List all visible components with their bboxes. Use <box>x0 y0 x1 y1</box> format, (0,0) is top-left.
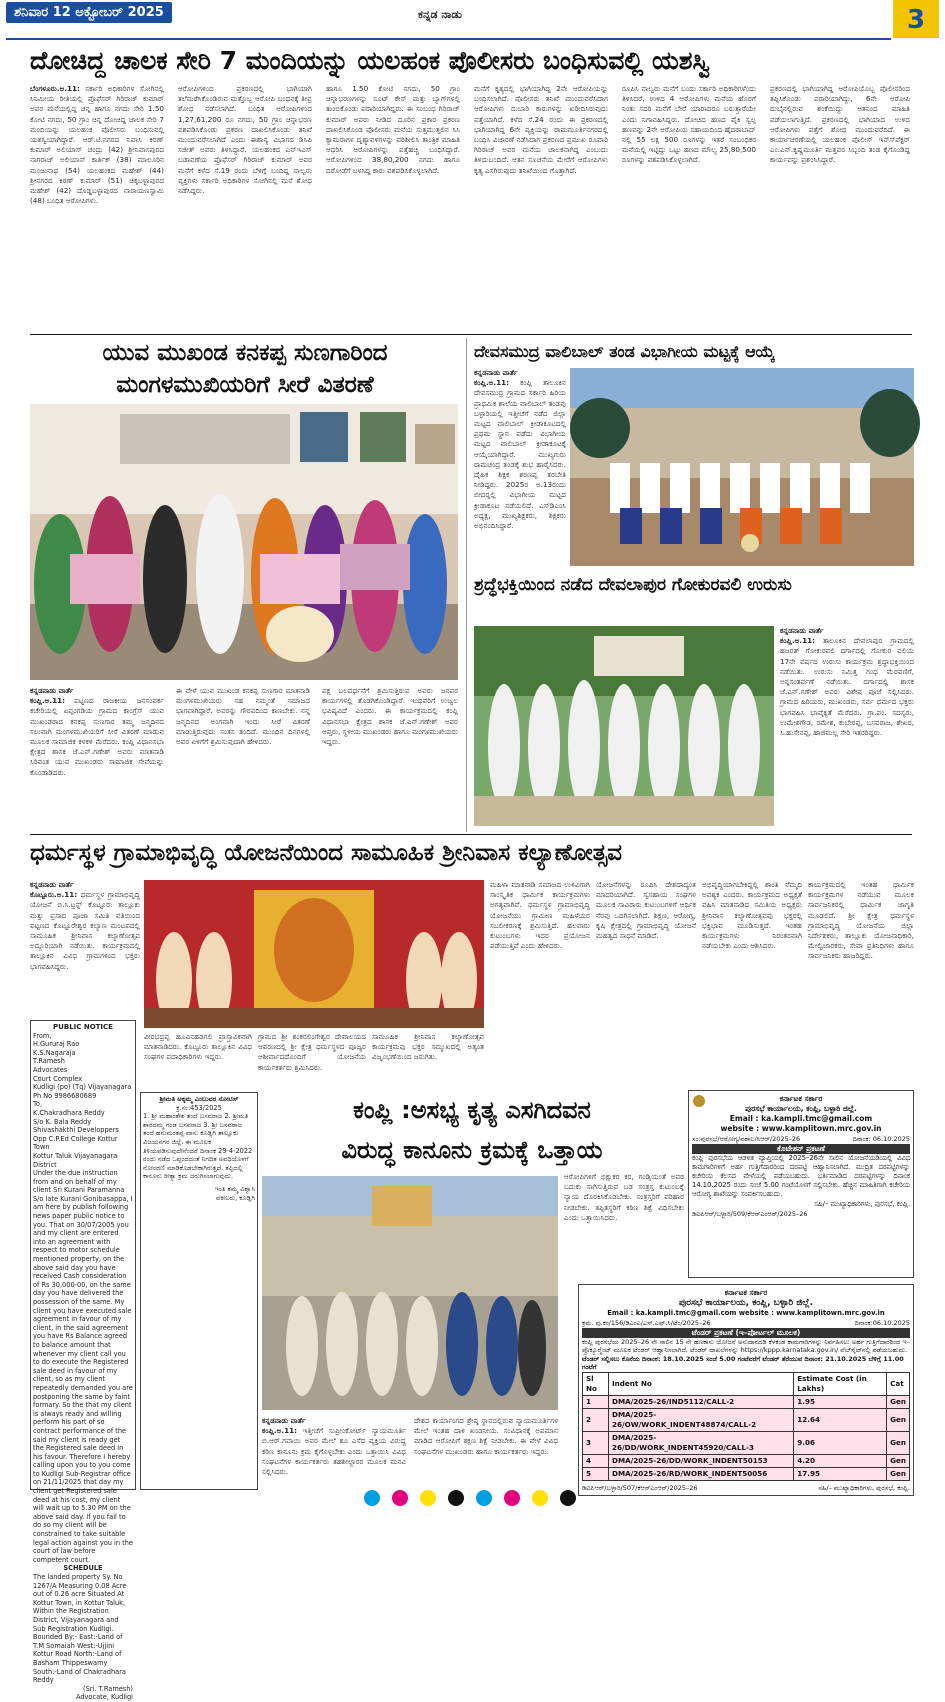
govt-title: ಕರ್ನಾಟಕ ಸರ್ಕಾರ <box>779 1094 823 1103</box>
govt-seal <box>693 1095 705 1107</box>
public-notice-signature-sub: Advocate, Kudligi <box>75 1693 133 1702</box>
date-line: ಶನಿವಾರ 12 ಅಕ್ಟೋಬರ್ 2025 <box>6 2 172 23</box>
story5-col4: ಅಭಿವೃದ್ಧಿಯಾಗಬೇಕಿದ್ದಲ್ಲಿ ಶಾಂತಿ ನೆಮ್ಮದಿ ಅವಶ್ಯಕ ಎಂದರು. ಕಾರ್ಯಕ್ರಮದ ಅಧ್ಯಕ್ಷತೆ ವಹಿಸಿ ಮಾತನಾಡಿದ ಸಮಿತಿಯ ಅಧ್ಯಕ್ಷರು ಶ್ರೀನಿವಾಸ ಕಲ್ಯಾಣೋತ್ಸವವು ಭಕ್ತರಲ್ಲಿ ಭಕ್ತಿಭಾವ ಮೂಡಿಸುತ್ತದೆ. ಇಂತಹ ಕಾರ್ಯಕ್ರಮಗಳು ನಿರಂತರವಾಗಿ ನಡೆಯಬೇಕು ಎಂದು ಆಶಿಸಿದರು. <box>702 880 802 951</box>
table-row: 5 DMA/2025-26/RD/WORK_INDENT50056 17.95 Gen <box>583 1467 910 1480</box>
story1-col6: ಪ್ರಕರಣದಲ್ಲಿ ಭಾಗಿಯಾಗಿದ್ದ ಆರೋಪಿಯೊಬ್ಬ ಪೊಲೀಸರಿಂದ ತಪ್ಪಿಸಿಕೊಂಡು ಪರಾರಿಯಾಗಿದ್ದು, 6ನೇ ಆರೋಪಿ ದುಬೈನಲ್ಲಿರುವ ಶಂಕೆಯಿದ್ದು ಆತನಿಂದ ಮಾಹಿತಿ ಪಡೆಯಲಾಗುತ್ತಿದೆ. ಪ್ರಕರಣದಲ್ಲಿ ಭಾಗಿಯಾದ ಉಳಿದ ಆರೋಪಿಗಳು ಪತ್ತೆಗೆ ಶೋಧ ಮುಂದುವರೆದಿದೆ. ಈ ಕಾರ್ಯಾಚರಣೆಯಲ್ಲಿ ಯಲಹಂಕ ಪೊಲೀಸ್ ಇನ್ಸ್‍ಪೆಕ್ಟರ್ ಎಂ.ಎನ್.ಕೃಷ್ಣಮೂರ್ತಿ ಮತ್ತವರ ಸಿಬ್ಬಂದಿ ತಂಡ ಕೈಗೊಂಡಿದ್ದ ಕಾರ್ಯವನ್ನು ಪ್ರಶಂಸಿಸಿದ್ದಾರೆ. <box>770 84 910 165</box>
black-mark <box>448 1490 464 1506</box>
story3-dateline: ಕಂಪ್ಲಿ.ಅ.11: <box>474 378 509 388</box>
tender-body: ಕಂಪ್ಲಿ ಪುರಸಭೆಯ 2025–26 ನೇ ಸಾಲಿನ 15 ನೇ ಹಣಕಾಸು ಯೋಜನೆ ಅನುದಾನದಡಿ ಕೆಳಕಂಡ ಕಾಮಗಾರಿಗಳನ್ನು ನಿರ್ವಹಿಸಲು ಅರ್ಹ ಗುತ್ತಿಗೆದಾರರಿಂದ ಇ–ಪ್ರೊಕ್ಯೂರ್‍ಮೆಂಟ್ ಮೂಲಕ ಟೆಂಡರ್ ಆಹ್ವಾನಿಸಲಾಗಿದೆ. ಟೆಂಡರ್ ದಾಖಲೆಗಳನ್ನು https://kppp.karnataka.gov.in/ ವೆಬ್‍ಸೈಟ್‍ನಲ್ಲಿ ಪಡೆಯಬಹುದು. <box>582 1338 910 1355</box>
tender-contact: Email : ka.kampli.tmc@gmail.com website : www.kamplitown.mrc.gov.in <box>607 1309 885 1317</box>
story1-dateline: ಬೆಂಗಳೂರು.ಅ.11: <box>30 84 80 93</box>
public-notice-signature: (Sri. T.Ramesh) <box>83 1684 133 1693</box>
story2-photo <box>30 404 458 680</box>
story2-col1: ಕನ್ನಡನಾಡು ವಾರ್ತೆ ಕಂಪ್ಲಿ.ಅ.11: ಪಟ್ಟಣದ ರಾಜಕೀಯ ಜನಸಂಪರ್ಕ ಕಚೇರಿಯಲ್ಲಿ ಏಪ್ಪಂಗಡಿಯ ಗ್ರಾಮದ ಕಾಂಗ್ರೆಸ್ ಯುವ ಮುಖಂಡರಾದ ಕನಕಪ್ಪ ಸುಣಗಾರ ತಮ್ಮ ಜನ್ಮದಿನದ ಸಲುವಾಗಿ ಮಂಗಳಮುಖಿಯರಿಗೆ ಸೀರೆ ವಿತರಣೆ ಮಾಡುವ ಮೂಲಕ ಸಾಮಾಜಿಕ ಕಳಕಳಿ ಮೆರೆದರು. ಕಂಪ್ಲಿ ವಿಧಾನಸಭಾ ಕ್ಷೇತ್ರದ ಶಾಸಕ ಜೆ.ಎನ್.ಗಣೇಶ್ ಅವರು ಮಾತನಾಡಿ ಸಿರಿವಂತ ಯುವ ಮುಖಂಡರು ಸಾಮಾಜಿಕ ಸೇವೆಯನ್ನು ಕೊಂಡಾಡಿದರು. <box>30 686 164 777</box>
tender-footer: ಡಿಐಪಿಆರ್/ಬಳ್ಳಾರಿ/507/ಕೆಆರ್‍ಎಂಆರ್/2025–26 ಸಹಿ/– ಮುಖ್ಯಾಧಿಕಾರಿಗಳು, ಪುರಸಭೆ, ಕಂಪ್ಲಿ. <box>582 1483 910 1492</box>
govt-office: ಪುರಸಭೆ ಕಾರ್ಯಾಲಯ, ಕಂಪ್ಲಿ, ಬಳ್ಳಾರಿ ಜಿಲ್ಲೆ. <box>745 1104 857 1113</box>
story5-photo <box>144 880 484 1028</box>
story6-headline-line1: ಕಂಪ್ಲಿ :ಅಸಭ್ಯ ಕೃತ್ಯ ಎಸಗಿದವನ <box>353 1096 591 1124</box>
tender-th-sl: Sl No <box>583 1372 609 1395</box>
govt-email: Email : ka.kampli.tmc@gmail.com <box>729 1114 873 1123</box>
govt-sign: ಸಹಿ/– ಮುಖ್ಯಾಧಿಕಾರಿಗಳು, ಪುರಸಭೆ, ಕಂಪ್ಲಿ. <box>814 1200 910 1208</box>
cyan-mark <box>364 1490 380 1506</box>
paper-name: ಕನ್ನಡ ನಾಡು <box>418 8 462 21</box>
story5-dateline: ಕೊಟ್ಟೂರು.ಅ.11: <box>30 890 78 900</box>
tender-table <box>582 1372 910 1481</box>
story1-col3: ಹಾಗೂ 1.50 ಕೋಟಿ ನಗದು, 50 ಗ್ರಾಂ ಚಿನ್ನಾಭರಣಗಳನ್ನು ಸೂಟ್ ಕೇಸ್ ಮತ್ತು ಬ್ಯಾಗ್‍ಗಳಲ್ಲಿ ತುಂಬಿಕೊಂಡು ಪರಾರಿಯಾಗಿದ್ದರು. ಈ ಸಂಬಂಧ ಗಿರಿರಾಜ್ ಕುಮಾರ್ ಅವರು ನೀಡಿದ ದೂರಿನ ಪ್ರಕಾರ ಪ್ರಕರಣ ದಾಖಲಿಸಿಕೊಂಡ ಪೊಲೀಸರು ಮನೆಯ ಸುತ್ತಮುತ್ತಲಿನ ಸಿಸಿ ಕ್ಯಾಮರಾಗಳ ದೃಶ್ಯಾವಳಿಗಳನ್ನು ಪರಿಶೀಲಿಸಿ ತಾಂತ್ರಿಕ ಮಾಹಿತಿ ಆಧರಿಸಿ ಆರೋಪಿಗಳನ್ನು ಪತ್ತೆಹಚ್ಚಿ ಬಂಧಿಸಿದ್ದಾರೆ. ಆರೋಪಿಗಳಿಂದ 38,80,200 ನಗದು ಹಾಗೂ ದರೋಡೆಗೆ ಬಳಸಿದ್ದ ಕಾರು ವಶಪಡಿಸಿಕೊಳ್ಳಲಾಗಿದೆ. <box>326 84 460 175</box>
story5-below-photo-col1: ವೀರಭದ್ರಪ್ಪ ಹೂವಿನಹಡಗಲಿ ಪ್ರಾಸ್ತಾವಿಕವಾಗಿ ಮಾತನಾಡಿದರು. ಕೊಟ್ಟೂರು ತಾಲ್ಲೂಕಿನ ವಿವಿಧ ಸಂಘಗಳ ಪದಾಧಿಕಾರಿಗಳು ಇದ್ದರು. <box>144 1032 252 1062</box>
cyan-mark <box>476 1490 492 1506</box>
black-mark <box>560 1490 576 1506</box>
public-notice-to: To, K.Chakradhara Reddy S/o K. Bala Reddy Shivashakthi Developpers Opp C.P.Ed College Kottur Town Kottur Taluk Vijayanagara District <box>33 1100 119 1169</box>
kannada-notice-title: ಶ್ರೀಮತಿ ಅಕ್ಕಮ್ಮ ಎಂಬುವರ ನೋಟಿಸ್ <box>159 1095 239 1103</box>
magenta-mark <box>504 1490 520 1506</box>
story5-col3: ಯೋಜನೆಗಳನ್ನು ರೂಪಿಸಿ ದೇಶದಾದ್ಯಂತ ಮಾದರಿಯಾಗಿದೆ. ಸ್ವಸಹಾಯ ಸಂಘಗಳ ಮೂಲಕ ಸಾವಿರಾರು ಕುಟುಂಬಗಳಿಗೆ ಆರ್ಥಿಕ ನೆರವು ಒದಗಿಸಲಾಗಿದೆ. ಶಿಕ್ಷಣ, ಆರೋಗ್ಯ, ಕೃಷಿ ಕ್ಷೇತ್ರದಲ್ಲಿ ಗ್ರಾಮಾಭಿವೃದ್ಧಿ ಯೋಜನೆ ಮಹತ್ವದ ಸಾಧನೆ ಮಾಡಿದೆ. <box>596 880 696 941</box>
tender-th-cat: Cat <box>887 1372 910 1395</box>
story4-byline: ಕನ್ನಡನಾಡು ವಾರ್ತೆ <box>780 626 824 635</box>
story3-headline: ದೇವಸಮುದ್ರ ವಾಲಿಬಾಲ್ ತಂಡ ವಿಭಾಗೀಯ ಮಟ್ಟಕ್ಕೆ ಆಯ್ಕೆ <box>474 342 775 361</box>
public-notice-from: From, H.Gururaj Rao K.S.Nagaraja T.Ramesh Advocates Court Complex Kudligi (po) (Tq) Vijayanagara Ph No 9986680689 <box>33 1031 132 1100</box>
table-row: 2 DMA/2025-26/OW/WORK_INDENT48874/CALL-2 12.64 Gen <box>583 1408 910 1431</box>
story2-col2: ಈ ವೇಳೆ ಯುವ ಮುಖಂಡ ಕನಕಪ್ಪ ಸುಣಗಾರ ಮಾತನಾಡಿ ಮಂಗಳಮುಖಿಯರು ಸಹ ನಮ್ಮಂತೆ ಸಮಾಜದ ಭಾಗವಾಗಿದ್ದಾರೆ. ಅವರನ್ನು ಗೌರವದಿಂದ ಕಾಣಬೇಕು. ನನ್ನ ಜನ್ಮದಿನದ ಅಂಗವಾಗಿ ಇಂದು ಸೀರೆ ವಿತರಣೆ ಮಾಡುತ್ತಿರುವುದು ಸಂತಸ ತಂದಿದೆ. ಮುಂದಿನ ದಿನಗಳಲ್ಲಿ ಅವರ ಏಳಿಗೆಗೆ ಶ್ರಮಿಸುವುದಾಗಿ ಹೇಳಿದರು. <box>176 686 310 747</box>
kannada-notice-body: 1. ಶ್ರೀ ಮಹಾಂತೇಶ ತಂದೆ ಬಸವರಾಜ 2. ಶ್ರೀಮತಿ ಶಾರದಮ್ಮ ಗಂಡ ಬಸವರಾಜ 3. ಶ್ರೀ ಬಸವರಾಜ ತಂದೆ ಹನುಮಂತಪ್ಪ ವಾಸ: ಕೂಡ್ಲಿಗಿ ತಾಲ್ಲೂಕು ವಿಜಯನಗರ ಜಿಲ್ಲೆ. ಈ ಮೂಲಕ ತಿಳಿಯಪಡಿಸುವುದೇನೆಂದರೆ ದಿನಾಂಕ 29-4-2022 ರಂದು ನಡೆದ ಒಪ್ಪಂದದಂತೆ ನಿಗದಿತ ಅವಧಿಯೊಳಗೆ ನೋಂದಣಿ ಮಾಡಿಕೊಡಬೇಕಾಗಿರುತ್ತದೆ. ತಪ್ಪಿದಲ್ಲಿ ಕಾನೂನು ರೀತ್ಯಾ ಕ್ರಮ ಜರುಗಿಸಲಾಗುವುದು. <box>143 1112 253 1181</box>
page-header <box>0 0 945 40</box>
kannada-legal-notice <box>140 1092 258 1490</box>
tender-ref-row: ಕ್ರಮ. ಪು.ಕಂ/156/ಡಿಎಂಎ/ಎಸ್.ಎಫ್.ಸಿ/ಟೆಂ/2025–26 ದಿನಾಂಕ:06.10.2025 <box>582 1319 910 1327</box>
kannada-notice-signature: ಇಂತಿ ತಮ್ಮ ವಿಶ್ವಾಸಿ <box>214 1184 255 1193</box>
tender-th-indent: Indent No <box>609 1372 794 1395</box>
govt-body: ಕಂಪ್ಲಿ ಪುರಸಭೆಯ ಆಡಳಿತ ವ್ಯಾಪ್ತಿಯಲ್ಲಿ 2025–26ನೇ ಸಾಲಿನ ಯೋಜನೆಯಡಿಯಲ್ಲಿ ವಿವಿಧ ಕಾಮಗಾರಿಗಳಿಗೆ ಅರ್ಹ ಗುತ್ತಿಗೆದಾರರಿಂದ ದರಪಟ್ಟಿ ಆಹ್ವಾನಿಸಲಾಗಿದೆ. ಮುದ್ರಿತ ದರಪಟ್ಟಿಗಳನ್ನು ಕಚೇರಿಯ ಕೆಲಸದ ವೇಳೆಯಲ್ಲಿ ಪಡೆಯಬಹುದು. ಭರ್ತಿಮಾಡಿದ ದರಪಟ್ಟಿಗಳನ್ನು ದಿನಾಂಕ 14.10.2025 ರಂದು ಸಂಜೆ 5.00 ಗಂಟೆಯೊಳಗೆ ಸಲ್ಲಿಸಬೇಕು. ಹೆಚ್ಚಿನ ಮಾಹಿತಿಗಾಗಿ ಕಚೇರಿಯ ಆರೋಗ್ಯ ಶಾಖೆಯನ್ನು ಸಂಪರ್ಕಿಸಬಹುದು. <box>692 1154 910 1198</box>
divider <box>30 334 912 335</box>
kannada-notice-ref: ಕ್ರ.ಸಂ:453/2025 <box>176 1103 222 1112</box>
govt-website: website : www.kamplitown.mrc.gov.in <box>720 1124 882 1133</box>
story6-photo <box>262 1176 558 1410</box>
story2-headline-line1: ಯುವ ಮುಖಂಡ ಕನಕಪ್ಪ ಸುಣಗಾರಿಂದ <box>102 340 388 366</box>
govt-ref-row: ಸಂ:ಪುರಸಭೆ/ಆರೋಗ್ಯ/ವಶಾಲ/ಸಿಆರ್/2025–26 ದಿನಾಂಕ: 06.10.2025 <box>692 1135 910 1143</box>
story1-col2: ಆರೋಪಿಗಳಿಂದ ಪ್ರಕರಣದಲ್ಲಿ ಭಾಗಿಯಾಗಿ ತಲೆಮರೆಸಿಕೊಂಡಿರುವ ಮತ್ತೊಬ್ಬ ಆರೋಪಿ ಬಂಧನಕ್ಕೆ ತೀವ್ರ ಶೋಧ ನಡೆಸಲಾಗಿದೆ. ಬಂಧಿತ ಆರೋಪಿಗಳಿಂದ 1,27,61,200 ರೂ ನಗದು, 50 ಗ್ರಾಂ ಚಿನ್ನಾಭರಣ ವಶಪಡಿಸಿಕೊಂಡು ಪ್ರಕರಣ ದಾಖಲಿಸಿಕೊಂಡು ತನಿಖೆ ಮುಂದುವರೆಸಲಾಗಿದೆ ಎಂದು ಈಶಾನ್ಯ ವಿಭಾಗದ ಡಿಸಿಪಿ ಸಜೀತ್ ಅವರು ತಿಳಿಸಿದ್ದಾರೆ. ಯಲಹಂಕದ ಎನ್‍ಇಎಸ್ ಬಡಾವಣೆಯ ಪ್ರೊಫೆಸರ್ ಗಿರಿರಾಜ್ ಕುಮಾರ್ ಅವರ ಮನೆಗೆ ಕಳೆದ ಸೆ.19 ರಂದು ಬೆಳಿಗ್ಗೆ ಬಂದಿದ್ದ ನಾಲ್ವರು ವ್ಯಕ್ತಿಗಳು ಸರ್ಕಾರಿ ಅಧಿಕಾರಿಗಳ ಸೋಗಿನಲ್ಲಿ ಮನೆ ಶೋಧ ನಡೆಸಿದ್ದರು. <box>178 84 312 196</box>
page-number: 3 <box>893 0 939 38</box>
story6-intro: ಆರೋಪಿಗಳಿಗೆ ಭಿಕ್ಷುಕರ ಕರ, ಗಂಡ್ಸಿಯಂತೆ ಅವರ ಬದುಕು ಸಾಗಿಸುತ್ತಿರುವ ಬಡ ಸಂತ್ರಸ್ತ ಕುಟುಂಬಕ್ಕೆ ನ್ಯಾಯ ದೊರಕಿಸಿಕೊಡಬೇಕು. ಸಂತ್ರಸ್ತರಿಗೆ ಪರಿಹಾರ ನೀಡಬೇಕು. ತಪ್ಪಿತಸ್ಥರಿಗೆ ಕಠಿಣ ಶಿಕ್ಷೆ ವಿಧಿಸಬೇಕು ಎಂದು ಒತ್ತಾಯಿಸಿದರು. <box>564 1172 684 1222</box>
yellow-mark <box>532 1490 548 1506</box>
story6-headline-line2: ವಿರುದ್ಧ ಕಾನೂನು ಕ್ರಮಕ್ಕೆ ಒತ್ತಾಯ <box>341 1136 603 1164</box>
tender-office: ಪುರಸಭೆ ಕಾರ್ಯಾಲಯ, ಕಂಪ್ಲಿ, ಬಳ್ಳಾರಿ ಜಿಲ್ಲೆ. <box>678 1298 813 1308</box>
story4-text: ಕನ್ನಡನಾಡು ವಾರ್ತೆ ಕಂಪ್ಲಿ.ಅ.11: ತಾಲೂಕಿನ ದೇವಲಾಪುರ ಗ್ರಾಮದಲ್ಲಿ ಹಜರತ್ ಗೋಕುರವಲಿ ದರ್ಗಾದಲ್ಲಿ ಗೋಕುರ ವಲಿಯ 17ನೇ ವರ್ಷದ ಉರುಸು ಕಾರ್ಯಕ್ರಮ ಶ್ರದ್ಧಾಭಕ್ತಿಯಿಂದ ನಡೆಯಿತು. ಉರುಸು ನಿಮಿತ್ತ ಗಂಧ ಮೆರವಣಿಗೆ, ಅನ್ನಸಂತರ್ಪಣೆ ನಡೆಯಿತು. ದರ್ಗಾದಲ್ಲಿ ಶಾಸಕ ಜೆ.ಎನ್.ಗಣೇಶ್ ಅವರು ವಿಶೇಷ ಪೂಜೆ ಸಲ್ಲಿಸಿದರು. ಗ್ರಾಮದ ಹಿರಿಯರು, ಮುಖಂಡರು, ಸರ್ವ ಧರ್ಮದ ಭಕ್ತರು ಭಾಗವಹಿಸಿ ಭಾವೈಕ್ಯತೆ ಮೆರೆದರು. ಗ್ರಾ.ಪಂ. ಸದಸ್ಯರು, ಉಮೇಶಗೌಡ, ರಮೇಶ, ಕುಬೇರಪ್ಪ, ಬಸವರಾಜ, ಶೇಖರ, ಸಿ.ಹುಸೇನಪ್ಪ, ಹಾಜಿಮಲ್ಲ ಸೇರಿ ಇತರರಿದ್ದರು. <box>780 626 914 738</box>
magenta-mark <box>392 1490 408 1506</box>
story5-byline: ಕನ್ನಡನಾಡು ವಾರ್ತೆ <box>30 880 74 889</box>
story2-col3: ಪಕ್ಷ ಬಲವರ್ಧನೆಗೆ ಶ್ರಮಿಸುತ್ತಿರುವ ಅವರು ಜನಪರ ಕಾರ್ಯಗಳಲ್ಲಿ ತೊಡಗಿಕೊಂಡಿದ್ದಾರೆ. ಇಂಥವರಿಗೆ ಉಜ್ವಲ ಭವಿಷ್ಯವಿದೆ ಎಂದರು. ಈ ಕಾರ್ಯಕ್ರಮದಲ್ಲಿ ಕಂಪ್ಲಿ ವಿಧಾನಸಭಾ ಕ್ಷೇತ್ರದ ಶಾಸಕ ಜೆ.ಎನ್.ಗಣೇಶ್ ಅವರ ಆಪ್ತರು, ಸ್ಥಳೀಯ ಮುಖಂಡರು ಹಾಗೂ ಮಂಗಳಮುಖಿಯರು ಇದ್ದರು. <box>322 686 458 747</box>
story1-col1: ಬೆಂಗಳೂರು.ಅ.11: ಸರ್ಕಾರಿ ಅಧಿಕಾರಿಗಳ ಸೋಗಿನಲ್ಲಿ ಸಿನಿಮೀಯ ರೀತಿಯಲ್ಲಿ ಪ್ರೊಫೆಸರ್ ಗಿರಿರಾಜ್ ಕುಮಾರ್ ಅವರ ಮನೆಯಲ್ಲಿದ್ದ ಚಿನ್ನ ಹಾಗೂ ನಗದು ಸೇರಿ 1.50 ಕೋಟಿ ನಗದು, 50 ಗ್ರಾಂ ಚಿನ್ನ ದೋಚಿದ್ದ ಚಾಲಕ ಸೇರಿ 7 ಮಂದಿಯನ್ನು ಯಲಹಂಕ ಪೊಲೀಸರು ಬಂಧಿಸುವಲ್ಲಿ ಯಶಸ್ವಿಯಾಗಿದ್ದಾರೆ. ಆರ್.ಟಿ.ನಗರದ ನಿವಾಸಿ ಕಿರಣ್ ಕುಮಾರ್ ಅಲಿಯಾಸ್ ಚಂದ್ರು (42) ಶ್ರೀನಿವಾಸಪುರದ ನಾಗರಾಜ್ ಅಲಿಯಾಸ್ ಕಾರ್ತಿಕ್ (38) ಮಾಲೂರಿನ ಮಂಜುನಾಥ (54) ಯಲಹಂಕದ ಮಹೇಶ್ (44) ಶ್ರೀನಗರದ ಕಿರಣ್ ಕುಮಾರ್ (51) ಚಿಕ್ಕಬಳ್ಳಾಪುರದ ಮಹೇಶ್ (42) ದೊಡ್ಡಬಳ್ಳಾಪುರದ ನಾರಾಯಣಸ್ವಾಮಿ (48) ಬಂಧಿತ ಆರೋಪಿಗಳು. <box>30 84 164 206</box>
registration-marks <box>290 1490 650 1506</box>
divider <box>30 834 912 835</box>
public-notice-schedule-title: SCHEDULE <box>63 1564 103 1573</box>
story4-dateline: ಕಂಪ್ಲಿ.ಅ.11: <box>780 636 815 646</box>
kannada-notice-signature-sub: ವಕೀಲರು, ಕೂಡ್ಲಿಗಿ <box>216 1193 255 1202</box>
story5-headline: ಧರ್ಮಸ್ಥಳ ಗ್ರಾಮಾಭಿವೃದ್ಧಿ ಯೋಜನೆಯಿಂದ ಸಾಮೂಹಿಕ ಶ್ರೀನಿವಾಸ ಕಲ್ಯಾಣೋತ್ಸವ <box>30 840 622 866</box>
yellow-mark <box>420 1490 436 1506</box>
story6-dateline: ಕಂಪ್ಲಿ.ಅ.11: <box>262 1426 297 1436</box>
story5-below-photo-col3: ಸಾಮೂಹಿಕ ಶ್ರೀನಿವಾಸ ಕಲ್ಯಾಣೋತ್ಸವ ಕಾರ್ಯಕ್ರಮವು ಭಕ್ತರ ಸಮ್ಮುಖದಲ್ಲಿ ಅತ್ಯಂತ ವಿಜೃಂಭಣೆಯಿಂದ ಜರುಗಿತು. <box>372 1032 484 1062</box>
govt-banner: ಕೊಟೇಶನ್ ಪ್ರಕಟಣೆ <box>692 1144 910 1154</box>
public-notice-schedule: The landed property Sy. No 1267/A Measuring 0.08 Acre out of 0.26 acre Situated At Kottur Town, in Kottur Taluk, Within the Registration District, Vijayanagara and Sub Registration Kudligi. Bounded By:- East:-Land of T.M Somaiah West:-Ujjini Kottur Road North:-Land of Basham Thippeswamy South:-Land of Chakradhara Reddy <box>33 1573 127 1685</box>
story3-byline: ಕನ್ನಡನಾಡು ವಾರ್ತೆ <box>474 368 518 377</box>
public-notice-title: PUBLIC NOTICE <box>53 1023 113 1031</box>
tender-dates: ಟೆಂಡರ್ ಸಲ್ಲಿಸಲು ಕೊನೆಯ ದಿನಾಂಕ: 18.10.2025 ಸಂಜೆ 5.00 ಗಂಟೆವರೆಗೆ ಟೆಂಡರ್ ತೆರೆಯುವ ದಿನಾಂಕ: 21.10.2025 ಬೆಳಿಗ್ಗೆ 11.00 ಗಂಟೆಗೆ <box>582 1354 904 1372</box>
story3-text: ಕನ್ನಡನಾಡು ವಾರ್ತೆ ಕಂಪ್ಲಿ.ಅ.11: ಕಂಪ್ಲಿ ತಾಲೂಕಿನ ದೇವಸಮುದ್ರ ಗ್ರಾಮದ ಸರ್ಕಾರಿ ಹಿರಿಯ ಪ್ರಾಥಮಿಕ ಶಾಲೆಯ ವಾಲಿಬಾಲ್ ತಂಡವು ಬಳ್ಳಾರಿಯಲ್ಲಿ ಇತ್ತೀಚೆಗೆ ನಡೆದ ಜಿಲ್ಲಾ ಮಟ್ಟದ ವಾಲಿಬಾಲ್ ಕ್ರೀಡಾಕೂಟದಲ್ಲಿ ಪ್ರಥಮ ಸ್ಥಾನ ಪಡೆದು ವಿಭಾಗೀಯ ಮಟ್ಟದ ವಾಲಿಬಾಲ್ ಕ್ರೀಡಾಕೂಟಕ್ಕೆ ಆಯ್ಕೆಯಾಗಿದ್ದಾರೆ. ಮುಖ್ಯಗುರು ರಾಮಚಂದ್ರ ತಂಡಕ್ಕೆ ಶುಭ ಹಾರೈಸಿದರು. ದೈಹಿಕ ಶಿಕ್ಷಕ ಶರಣಪ್ಪ ತರಬೇತಿ ನೀಡಿದ್ದರು. 2025ರ ಅ.13ರಂದು ಬೀದರ್‍ನಲ್ಲಿ ವಿಭಾಗೀಯ ಮಟ್ಟದ ಕ್ರೀಡಾಕೂಟ ನಡೆಯಲಿದೆ. ಎಸ್‍ಡಿಎಂಸಿ ಅಧ್ಯಕ್ಷ, ಮುಖ್ಯಶಿಕ್ಷಕರು, ಶಿಕ್ಷಕರು ಅಭಿನಂದಿಸಿದ್ದಾರೆ. <box>474 368 566 531</box>
story2-dateline: ಕಂಪ್ಲಿ.ಅ.11: <box>30 696 65 706</box>
govt-footer: ಡಿಐಪಿಆರ್/ಬಳ್ಳಾರಿ/509/ಕೆಆರ್‍ಎಂಆರ್/2025–26 <box>692 1210 808 1218</box>
tender-banner: ಟೆಂಡರ್ ಪ್ರಕಟಣೆ (ಇ–ಪೋರ್ಟಲ್ ಮೂಲಕ) <box>582 1328 910 1338</box>
tender-th-cost: Estimate Cost (in Lakhs) <box>794 1372 887 1395</box>
govt-tender-notice <box>578 1284 914 1496</box>
story6-col2: ದೇಶದ ಕಾರ್ಯಾಂಗದ ಶ್ರೇಷ್ಠ ಸ್ಥಾನದಲ್ಲಿರುವ ನ್ಯಾಯಮೂರ್ತಿಗಳ ಮೇಲೆ ಇಂತಹ ದಾಳಿ ಖಂಡನೀಯ. ಸಂವಿಧಾನಕ್ಕೆ ಅಪಮಾನ ಮಾಡಿದ ಆರೋಪಿಗೆ ತಕ್ಷಣ ಶಿಕ್ಷೆ ನೀಡಬೇಕು. ಈ ವೇಳೆ ವಿವಿಧ ಸಂಘಟನೆಗಳ ಮುಖಂಡರು ಹಾಗೂ ಕಾರ್ಯಕರ್ತರು ಇದ್ದರು. <box>414 1416 558 1456</box>
tender-gov-title: ಕರ್ನಾಟಕ ಸರ್ಕಾರ <box>724 1288 768 1297</box>
story5-col5: ಕಾರ್ಯಕ್ರಮದಲ್ಲಿ ಇಂತಹ ಧಾರ್ಮಿಕ ಕಾರ್ಯಕ್ರಮಗಳ ನಡೆಯುವ ಮೂಲಕ ಸಾರ್ವಜನಿಕರಲ್ಲಿ ಧಾರ್ಮಿಕ ಜಾಗೃತಿ ಮೂಡಲಿದೆ. ಶ್ರೀ ಕ್ಷೇತ್ರ ಧರ್ಮಸ್ಥಳ ಗ್ರಾಮಾಭಿವೃದ್ಧಿ ಯೋಜನೆಯ ಜಿಲ್ಲಾ ನಿರ್ದೇಶಕರು, ತಾಲ್ಲೂಕು ಯೋಜನಾಧಿಕಾರಿ, ಮೇಲ್ವಿಚಾರಕರು, ಸೇವಾ ಪ್ರತಿನಿಧಿಗಳು ಹಾಗೂ ಸಾರ್ವಜನಿಕರು ಹಾಜರಿದ್ದರು. <box>808 880 914 961</box>
table-row: 3 DMA/2025-26/DD/WORK_INDENT45920/CALL-3 9.06 Gen <box>583 1431 910 1454</box>
story1-headline: ದೋಚಿದ್ದ ಚಾಲಕ ಸೇರಿ 7 ಮಂದಿಯನ್ನು ಯಲಹಂಕ ಪೊಲೀಸರು ಬಂಧಿಸುವಲ್ಲಿ ಯಶಸ್ವಿ <box>30 46 711 75</box>
header-rule <box>6 38 891 40</box>
story4-headline: ಶ್ರದ್ಧೆಭಕ್ತಿಯಿಂದ ನಡೆದ ದೇವಲಾಪುರ ಗೋಕುರವಲಿ ಉರುಸು <box>474 575 792 595</box>
story1-col4: ಮನೆಗೆ ಕೃತ್ಯದಲ್ಲಿ ಭಾಗಿಯಾಗಿದ್ದ 2ನೇ ಆರೋಪಿಯನ್ನು ಬಂಧಿಸಲಾಗಿದೆ. ಪೊಲೀಸರು ತನಿಖೆ ಮುಂದುವರೆಸಿದಾಗ ಆರೋಪಿಗಳು ದುಬಾರಿ ಕಾರುಗಳನ್ನು ಖರೀದಿಸಿರುವುದು ಪತ್ತೆಯಾಗಿದೆ. ಕಳೆದ ಸೆ.24 ರಂದು ಈ ಪ್ರಕರಣದಲ್ಲಿ ಭಾಗಿಯಾಗಿದ್ದ 6ನೇ ವ್ಯಕ್ತಿಯನ್ನು ರಾಮಮೂರ್ತಿನಗರದಲ್ಲಿ ಬಂಧಿಸಿ ವಿಚಾರಣೆ ನಡೆಸಿದಾಗ ಪ್ರಕರಣದ ಪ್ರಮುಖ ರೂವಾರಿ ಗಿರಿರಾಜ್ ಅವರ ಮನೆಯ ಚಾಲಕನಾಗಿದ್ದ ಎಂಬುದು ತಿಳಿದುಬಂದಿದೆ. ಆತನ ಸೂಚನೆಯ ಮೇರೆಗೆ ಆರೋಪಿಗಳು ಕೃತ್ಯ ಎಸಗಿರುವುದು ತನಿಖೆಯಿಂದ ಗೊತ್ತಾಗಿದೆ. <box>474 84 608 175</box>
public-notice-body: Under the due instruction from and on behalf of my client Sri Kurani Paramanna S/o late Kurani Gonibasappa, I am here by publish following news paper public notice to you. That on 30/07/2005 you and my client are entered into an agreement with respect to motor schedule mentioned property, on the above said day you have received Cash consideration of Rs 30,000-00, on the same day you have delivered the possession of the same. My client you have executed sale agreement in favour of my client, in the said agreement you have Rs Balance agreed to balance amount that whenever my client call you to do execute the Registered sale deed in favour of my client, so as my client repeatedly demanded you are postponing the same by faint formary. So the that my client is always ready and willing perform his part of so contract performance of the said my client is ready get the Registered sale deed in his favour. Therefore I hereby calling upon you to you come to Kudligi Sub-Registrar office on 21/11/2025 that day my client get Registered sale deed at his cost, my client will wait up to 5.30 PM on the above said day. If you fail to do so my client will be constrained to take suitable legal action against you in the court of law before competent court. <box>33 1169 133 1564</box>
story3-photo <box>570 368 914 566</box>
story1-col5: ರೂಪಿಸಿ ನಾಲ್ವರು ಮನೆಗೆ ಬಂದು ಸರ್ಕಾರಿ ಅಧಿಕಾರಿಗಳೆಂದು ತಿಳಿಸಿದರೆ, ಉಳಿದ 4 ಆರೋಪಿಗಳು ಮನೆಯ ಹೊರಗೆ ನಿಂತು ಸದರಿ ಮನೆಗೆ ಬೇರೆ ಯಾರಾದರೂ ಬರುತ್ತಾರೆಯೇ ಎಂದು ನಿಗಾವಹಿಸಿದ್ದರು. ದೋಚಿದ ಹಣದ ಪೈಕಿ ಸ್ವಲ್ಪ ಹಣವನ್ನು 2ನೇ ಆರೋಪಿಯ ಸಹಾಯದಿಂದ ಹೈದರಾಬಾದ್ ನಲ್ಲಿ 55 ಲಕ್ಷ 500 ರೂಗಳನ್ನು ಇತರೆ ಸಂಬಂಧಿಕರ ಮನೆಯಲ್ಲಿ ಇಟ್ಟಿದ್ದು ಒಟ್ಟು ಹಣದ ಮೌಲ್ಯ 25,80,500 ರೂಗಳನ್ನು ವಶಪಡಿಸಿಕೊಳ್ಳಲಾಗಿದೆ. <box>622 84 756 165</box>
table-row: 1 DMA/2025-26/IND5112/CALL-2 1.95 Gen <box>583 1395 910 1408</box>
story2-byline: ಕನ್ನಡನಾಡು ವಾರ್ತೆ <box>30 686 74 695</box>
story5-below-photo-col2: ಗ್ರಾಮದ ಶ್ರೀ ಶಂಕರಲಿಂಗೇಶ್ವರ ದೇವಾಲಯದ ಆವರಣದಲ್ಲಿ ಶ್ರೀ ಕ್ಷೇತ್ರ ಧರ್ಮಸ್ಥಳದ ಪೂಜ್ಯರ ಆಶೀರ್ವಾದದೊಂದಿಗೆ ಯೋಜನೆಯ ಕಾರ್ಯಕರ್ತರು ಶ್ರಮಿಸಿದರು. <box>258 1032 366 1072</box>
story5-col1: ಕನ್ನಡನಾಡು ವಾರ್ತೆ ಕೊಟ್ಟೂರು.ಅ.11: ಧರ್ಮಸ್ಥಳ ಗ್ರಾಮಾಭಿವೃದ್ಧಿ ಯೋಜನೆ ಬಿ.ಸಿ.ಟ್ರಸ್ಟ್ ಕೊಟ್ಟೂರು ತಾಲ್ಲೂಕು ಮತ್ತು ಪ್ರಸಾದ ಪೂಜಾ ಸಮಿತಿ ವತಿಯಿಂದ ಪಟ್ಟಣದ ಕೊಟ್ಟೂರೇಶ್ವರ ಕಲ್ಯಾಣ ಮಂಟಪದಲ್ಲಿ ಸಾಮೂಹಿಕ ಶ್ರೀನಿವಾಸ ಕಲ್ಯಾಣೋತ್ಸವ ಅದ್ದೂರಿಯಾಗಿ ನಡೆಯಿತು. ಕಾರ್ಯಕ್ರಮದಲ್ಲಿ ತಾಲ್ಲೂಕಿನ ವಿವಿಧ ಗ್ರಾಮಗಳಿಂದ ಭಕ್ತರು ಭಾಗವಹಿಸಿದ್ದರು. <box>30 880 140 971</box>
story4-photo <box>474 626 774 826</box>
column-divider <box>466 338 467 832</box>
table-row: 4 DMA/2025-26/DD/WORK_INDENT50153 4.20 Gen <box>583 1454 910 1467</box>
story5-col2: ಮಹಿಳಾ ಮಾತನಾಡಿ ಸಮಾಜದ ಉಳಿವಿಗಾಗಿ ಸಾಂಸ್ಕೃತಿಕ ಧಾರ್ಮಿಕ ಕಾರ್ಯಕ್ರಮಗಳು ಅಗತ್ಯವಾಗಿವೆ. ಧರ್ಮಸ್ಥಳ ಗ್ರಾಮಾಭಿವೃದ್ಧಿ ಯೋಜನೆಯು ಗ್ರಾಮೀಣ ಮಹಿಳೆಯರ ಸಬಲೀಕರಣಕ್ಕೆ ಶ್ರಮಿಸುತ್ತಿದೆ. ಹಲವಾರು ಕುಟುಂಬಗಳು ಇದರ ಪ್ರಯೋಜನ ಪಡೆಯುತ್ತಿವೆ ಎಂದು ಹೇಳಿದರು. <box>490 880 590 951</box>
public-notice <box>30 1020 136 1702</box>
story2-headline-line2: ಮಂಗಳಮುಖಿಯರಿಗೆ ಸೀರೆ ವಿತರಣೆ <box>116 372 374 398</box>
story6-byline: ಕನ್ನಡನಾಡು ವಾರ್ತೆ <box>262 1416 306 1425</box>
govt-quotation-notice <box>688 1090 914 1278</box>
story6-col1: ಕನ್ನಡನಾಡು ವಾರ್ತೆ ಕಂಪ್ಲಿ.ಅ.11: ಇತ್ತೀಚೆಗೆ ಸುಪ್ರೀಂಕೋರ್ಟ್ ನ್ಯಾಯಮೂರ್ತಿ ಬಿ.ಆರ್.ಗವಾಯಿ ಅವರ ಮೇಲೆ ಶೂ ಎಸೆದ ವ್ಯಕ್ತಿಯ ವಿರುದ್ಧ ಕಠಿಣ ಕಾನೂನು ಕ್ರಮ ಕೈಗೊಳ್ಳಬೇಕು ಎಂದು ಒತ್ತಾಯಿಸಿ ವಿವಿಧ ಸಂಘಟನೆಗಳ ಕಾರ್ಯಕರ್ತರು ತಹಶೀಲ್ದಾರರ ಮೂಲಕ ಮನವಿ ಸಲ್ಲಿಸಿದರು. <box>262 1416 406 1477</box>
